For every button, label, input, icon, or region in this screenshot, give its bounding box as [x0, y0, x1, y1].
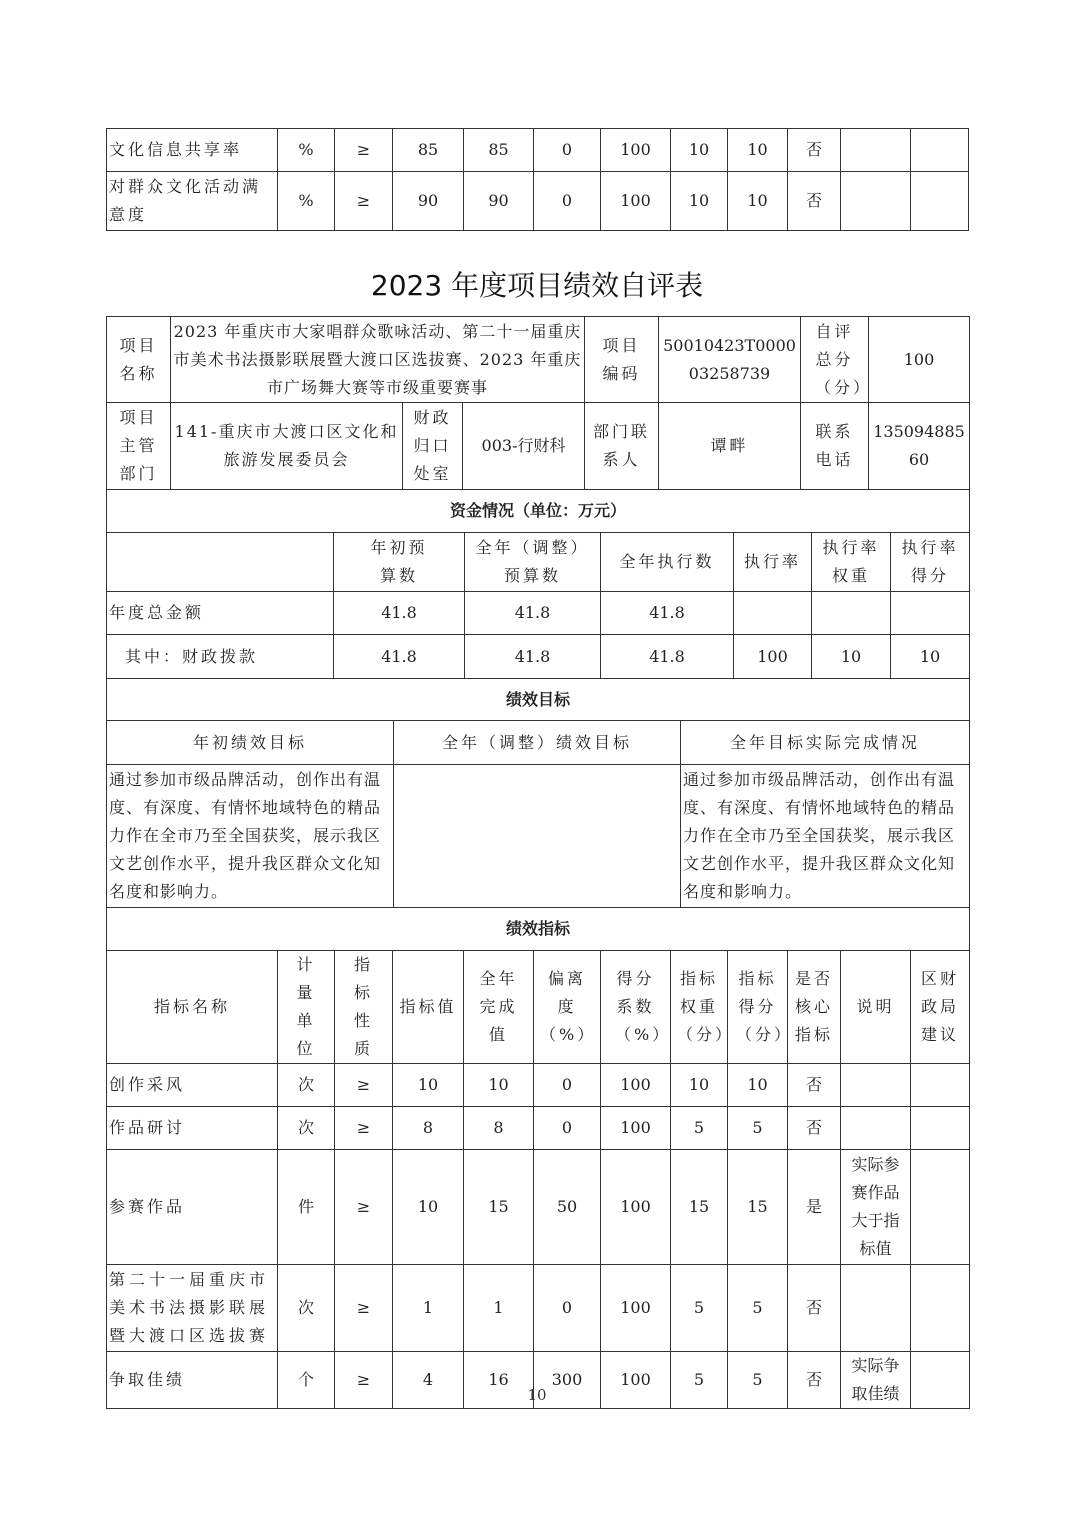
coef: 100 [601, 1064, 671, 1107]
funds-executed: 41.8 [601, 635, 734, 679]
funds-header-rate: 执行率 [734, 533, 812, 592]
dept: 141-重庆市大渡口区文化和旅游发展委员会 [171, 403, 403, 490]
target: 10 [393, 1150, 464, 1265]
actual: 15 [464, 1150, 534, 1265]
header-nature: 指标性质 [335, 951, 393, 1064]
target: 8 [393, 1107, 464, 1150]
header-core: 是否核心指标 [788, 951, 841, 1064]
page-title: 2023 年度项目绩效自评表 [370, 269, 704, 302]
self-score: 100 [869, 317, 970, 403]
indicators-section-title: 绩效指标 [107, 908, 970, 951]
funds-header-initial: 年初预算数 [334, 533, 465, 592]
actual: 10 [464, 1064, 534, 1107]
header-unit: 计量单位 [278, 951, 335, 1064]
nature: ≥ [335, 1352, 393, 1409]
score: 5 [728, 1352, 788, 1409]
funds-score: 10 [891, 635, 970, 679]
funds-weight: 10 [812, 635, 891, 679]
self-score-label: 自评总分（分） [801, 317, 869, 403]
indicator-name: 作品研讨 [107, 1107, 278, 1150]
header-name: 指标名称 [107, 951, 278, 1064]
core: 否 [788, 172, 841, 231]
header-deviation: 偏离度（%） [534, 951, 601, 1064]
indicator-name: 文化信息共享率 [107, 129, 278, 172]
unit: 次 [278, 1107, 335, 1150]
weight: 15 [671, 1150, 728, 1265]
coef: 100 [601, 1107, 671, 1150]
coef: 100 [601, 1150, 671, 1265]
funds-section-title: 资金情况（单位：万元） [107, 490, 970, 533]
goals-header-initial: 年初绩效目标 [107, 721, 394, 765]
coef: 100 [601, 172, 671, 231]
deviation: 300 [534, 1352, 601, 1409]
target: 90 [393, 172, 464, 231]
indicator-name: 第二十一届重庆市美术书法摄影联展暨大渡口区选拔赛 [107, 1265, 278, 1352]
funds-header-row [107, 533, 970, 592]
phone: 13509488560 [869, 403, 970, 490]
coef: 100 [601, 1265, 671, 1352]
funds-rate: 100 [734, 635, 812, 679]
deviation: 50 [534, 1150, 601, 1265]
indicator-name: 争取佳绩 [107, 1352, 278, 1409]
page-number: 10 [527, 1386, 547, 1404]
unit: 次 [278, 1265, 335, 1352]
weight: 10 [671, 129, 728, 172]
note [841, 1265, 911, 1352]
goals-table [106, 678, 970, 908]
weight: 10 [671, 172, 728, 231]
actual: 1 [464, 1265, 534, 1352]
project-name-row [107, 317, 970, 403]
deviation: 0 [534, 1265, 601, 1352]
unit: 件 [278, 1150, 335, 1265]
indicator-name: 对群众文化活动满意度 [107, 172, 278, 231]
note [841, 1107, 911, 1150]
note [841, 129, 911, 172]
header-note: 说明 [841, 951, 911, 1064]
score: 15 [728, 1150, 788, 1265]
header-coef: 得分系数（%） [601, 951, 671, 1064]
deviation: 0 [534, 129, 601, 172]
advice [911, 129, 969, 172]
nature: ≥ [335, 1265, 393, 1352]
phone-label: 联系电话 [801, 403, 869, 490]
table-row [107, 1107, 970, 1150]
core: 否 [788, 1107, 841, 1150]
coef: 100 [601, 1352, 671, 1409]
unit: 个 [278, 1352, 335, 1409]
core: 否 [788, 129, 841, 172]
advice [911, 1107, 970, 1150]
table-row [107, 635, 970, 679]
funds-weight [812, 592, 891, 635]
weight: 10 [671, 1064, 728, 1107]
project-code-label: 项目编码 [585, 317, 659, 403]
nature: ≥ [335, 1107, 393, 1150]
funds-header-score: 执行率得分 [891, 533, 970, 592]
funds-header-adjusted: 全年（调整）预算数 [465, 533, 601, 592]
goals-section-title: 绩效目标 [107, 679, 970, 721]
nature: ≥ [335, 1064, 393, 1107]
indicator-name: 参赛作品 [107, 1150, 278, 1265]
target: 1 [393, 1265, 464, 1352]
funds-header-weight: 执行率权重 [812, 533, 891, 592]
advice [911, 1064, 970, 1107]
deviation: 0 [534, 1064, 601, 1107]
funds-table [106, 489, 970, 679]
table-row [107, 1265, 970, 1352]
score: 10 [728, 1064, 788, 1107]
header-score: 指标得分（分） [728, 951, 788, 1064]
core: 否 [788, 1064, 841, 1107]
contact-label: 部门联系人 [585, 403, 659, 490]
goal-adjusted [394, 765, 681, 908]
finance-office: 003-行财科 [463, 403, 585, 490]
core: 否 [788, 1352, 841, 1409]
funds-initial: 41.8 [334, 592, 465, 635]
table-row [107, 1064, 970, 1107]
funds-rate [734, 592, 812, 635]
header-advice: 区财政局建议 [911, 951, 970, 1064]
advice [911, 1265, 970, 1352]
funds-row-label: 年度总金额 [107, 592, 334, 635]
note [841, 172, 911, 231]
deviation: 0 [534, 172, 601, 231]
project-name-label: 项目名称 [107, 317, 171, 403]
goals-header-actual: 全年目标实际完成情况 [681, 721, 970, 765]
unit: % [278, 172, 335, 231]
score: 5 [728, 1265, 788, 1352]
note: 实际参赛作品大于指标值 [841, 1150, 911, 1265]
actual: 16 [464, 1352, 534, 1409]
note [841, 1064, 911, 1107]
project-info-table [106, 316, 970, 490]
core: 否 [788, 1265, 841, 1352]
project-name: 2023 年重庆市大家唱群众歌咏活动、第二十一届重庆市美术书法摄影联展暨大渡口区选拔赛、2023 年重庆市广场舞大赛等市级重要赛事 [171, 317, 585, 403]
target: 4 [393, 1352, 464, 1409]
table-row [107, 172, 969, 231]
funds-header-blank [107, 533, 334, 592]
advice [911, 172, 969, 231]
indicators-table [106, 907, 970, 1409]
core: 是 [788, 1150, 841, 1265]
unit: 次 [278, 1064, 335, 1107]
goal-initial: 通过参加市级品牌活动，创作出有温度、有深度、有情怀地域特色的精品力作在全市乃至全国获奖，展示我区文艺创作水平，提升我区群众文化知名度和影响力。 [107, 765, 394, 908]
goals-content-row [107, 765, 970, 908]
funds-initial: 41.8 [334, 635, 465, 679]
header-target: 指标值 [393, 951, 464, 1064]
project-code: 50010423T000003258739 [659, 317, 801, 403]
target: 85 [393, 129, 464, 172]
indicators-header-row [107, 951, 970, 1064]
continued-indicator-table [106, 128, 969, 231]
weight: 5 [671, 1352, 728, 1409]
funds-executed: 41.8 [601, 592, 734, 635]
nature: ≥ [335, 1150, 393, 1265]
score: 10 [728, 172, 788, 231]
advice [911, 1150, 970, 1265]
nature: ≥ [335, 129, 393, 172]
note: 实际争取佳绩 [841, 1352, 911, 1409]
weight: 5 [671, 1107, 728, 1150]
goal-actual: 通过参加市级品牌活动，创作出有温度、有深度、有情怀地域特色的精品力作在全市乃至全国获奖，展示我区文艺创作水平，提升我区群众文化知名度和影响力。 [681, 765, 970, 908]
indicator-name: 创作采风 [107, 1064, 278, 1107]
target: 10 [393, 1064, 464, 1107]
deviation: 0 [534, 1107, 601, 1150]
table-row [107, 1150, 970, 1265]
score: 5 [728, 1107, 788, 1150]
dept-label: 项目主管部门 [107, 403, 171, 490]
funds-header-executed: 全年执行数 [601, 533, 734, 592]
funds-adjusted: 41.8 [465, 635, 601, 679]
table-row [107, 592, 970, 635]
weight: 5 [671, 1265, 728, 1352]
finance-office-label: 财政归口处室 [403, 403, 463, 490]
coef: 100 [601, 129, 671, 172]
score: 10 [728, 129, 788, 172]
goals-header-adjusted: 全年（调整）绩效目标 [394, 721, 681, 765]
contact-person: 谭畔 [659, 403, 801, 490]
actual: 90 [464, 172, 534, 231]
goals-header-row [107, 721, 970, 765]
actual: 85 [464, 129, 534, 172]
header-actual: 全年完成值 [464, 951, 534, 1064]
header-weight: 指标权重（分） [671, 951, 728, 1064]
table-row [107, 129, 969, 172]
funds-adjusted: 41.8 [465, 592, 601, 635]
funds-row-label: 其中：财政拨款 [107, 635, 334, 679]
project-dept-row [107, 403, 970, 490]
unit: % [278, 129, 335, 172]
nature: ≥ [335, 172, 393, 231]
actual: 8 [464, 1107, 534, 1150]
funds-score [891, 592, 970, 635]
